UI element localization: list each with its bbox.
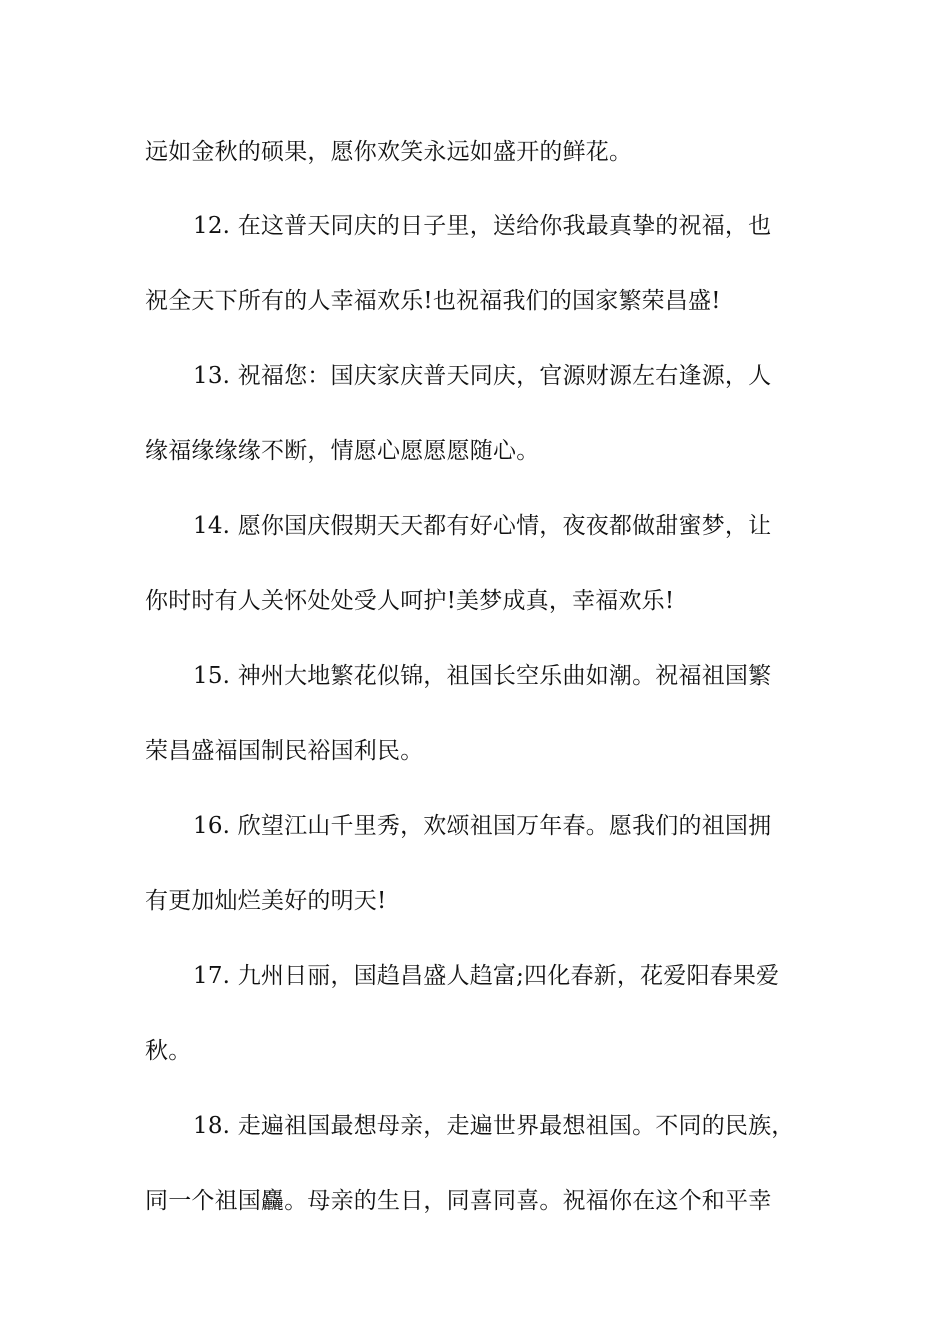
text-line-15: 同一个祖国麤。母亲的生日，同喜同喜。祝福你在这个和平幸: [145, 1188, 772, 1214]
text-line-14: 18. 走遍祖国最想母亲，走遍世界最想祖国。不同的民族，: [193, 1113, 795, 1139]
text-line-2: 12. 在这普天同庆的日子里，送给你我最真挚的祝福，也: [193, 213, 772, 239]
text-line-12: 17. 九州日丽，国趋昌盛人趋富;四化春新，花爱阳春果爱: [193, 963, 780, 989]
text-line-3: 祝全天下所有的人幸福欢乐!也祝福我们的国家繁荣昌盛!: [145, 288, 721, 314]
text-line-4: 13. 祝福您：国庆家庆普天同庆，官源财源左右逢源，人: [193, 363, 772, 389]
text-line-6: 14. 愿你国庆假期天天都有好心情，夜夜都做甜蜜梦，让: [193, 513, 772, 539]
text-line-5: 缘福缘缘缘不断，情愿心愿愿愿随心。: [145, 438, 540, 464]
text-line-9: 荣昌盛福国制民裕国利民。: [145, 738, 424, 764]
text-line-13: 秋。: [145, 1038, 192, 1064]
text-line-7: 你时时有人关怀处处受人呵护!美梦成真，幸福欢乐!: [145, 588, 675, 614]
text-line-1: 远如金秋的硕果，愿你欢笑永远如盛开的鲜花。: [145, 139, 633, 165]
text-line-10: 16. 欣望江山千里秀，欢颂祖国万年春。愿我们的祖国拥: [193, 813, 772, 839]
text-line-8: 15. 神州大地繁花似锦，祖国长空乐曲如潮。祝福祖国繁: [193, 663, 772, 689]
text-line-11: 有更加灿烂美好的明天!: [145, 888, 387, 914]
